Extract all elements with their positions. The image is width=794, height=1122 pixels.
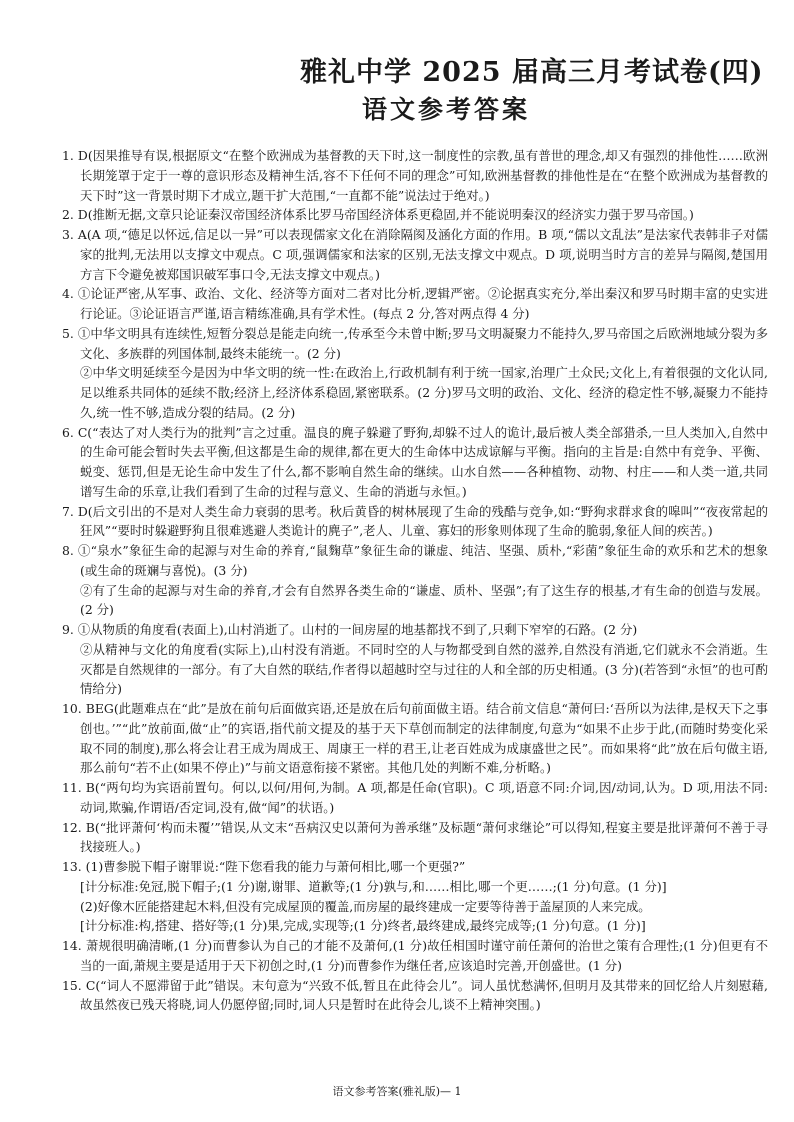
answer-q2: 2. D(推断无据,文章只论证秦汉帝国经济体系比罗马帝国经济体系更稳固,并不能说明秦汉的经济实力强于罗马帝国。) <box>62 207 694 223</box>
answer-q12: 12. B(“批评萧何‘构而未覆’”错误,从文末“吾病汉史以萧何为善承继”及标题“萧何求继论”可以得知,程宴主要是批评萧何不善于寻找接班人。) <box>62 819 768 855</box>
answer-q9b: ②从精神与文化的角度看(实际上),山村没有消逝。不同时空的人与物都受到自然的滋养,自然没有消逝,它们就永不会消逝。生灭都是自然规律的一部分。有了大自然的联结,作者得以超越时空与过往的人和全部的历史相通。(3 分)(若答到“永恒”的也可酌情给分) <box>80 641 768 697</box>
answer-q15: 15. C(“词人不愿滞留于此”错误。末句意为“兴致不低,暂且在此待会儿”。词人虽忧愁满怀,但明月及其带来的回忆给人片刻慰藉,故虽然夜已残天将晓,词人仍愿停留;同时,词人只是暂时在此待会儿,谈不上精神突围。) <box>62 977 768 1013</box>
answer-key-title: 语文参考答案 <box>362 95 531 124</box>
answer-q6: 6. C(“表达了对人类行为的批判”言之过重。温良的麂子躲避了野狗,却躲不过人的诡计,最后被人类全部猎杀,一旦人类加入,自然中的生命可能会暂时失去平衡,但这都是生命的规律,都在更大的生命体中达成谅解与平衡。指向的主旨是:自然中有竞争、平衡、蜕变、惩罚,但是无论生命中发生了什么,都不影响自然生命的继续。山水自然——各种植物、动物、村庄——和人类一道,共同谱写生命的乐章,让我们看到了生命的过程与意义、生命的消逝与永恒。) <box>62 424 768 499</box>
answer-q7: 7. D(后文引出的不是对人类生命力衰弱的思考。秋后黄昏的树林展现了生命的残酷与竞争,如:“野狗求群求食的嗥叫”“夜夜常起的狂风”“要时时躲避野狗且很难逃避人类诡计的麂子”,老人、儿童、寡妇的形象则体现了生命的脆弱,象征人间的疾苦。) <box>62 503 768 539</box>
answer-q4: 4. ①论证严密,从军事、政治、文化、经济等方面对二者对比分析,逻辑严密。②论据真实充分,举出秦汉和罗马时期丰富的史实进行论证。③论证语言严谨,语言精练准确,具有学术性。(每点 2 分,答对两点得 4 分) <box>62 286 768 321</box>
answer-q5a: 5. ①中华文明具有连续性,短暂分裂总是能走向统一,传承至今未曾中断;罗马文明凝聚力不能持久,罗马帝国之后欧洲地域分裂为多文化、多族群的列国体制,最终未能统一。(2 分) <box>62 325 768 361</box>
answer-q13b: [计分标准:免冠,脱下帽子;(1 分)谢,谢罪、道歉等;(1 分)孰与,和……相比,哪一个更……;(1 分)句意。(1 分)] <box>80 878 667 894</box>
answer-q10: 10. BEG(此题难点在“此”是放在前句后面做宾语,还是放在后句前面做主语。结合前文信息“萧何曰:‘吾所以为法律,是权天下之事创也。’”“此”放前面,做“止”的宾语,指代前文提及的基于天下草创而制定的法律制度,句意为“如果不止步于此,(而随时势变化采取不同的制度),那么将会让君王成为周成王、周康王一样的君王,让老百姓成为成康盛世之民”。而如果将“此”放在后句做主语,那么前句“若不止(如果不停止)”与前文语意衔接不紧密。其他几处的判断不难,分析略。) <box>62 701 768 776</box>
exam-title: 雅礼中学 2025 届高三月考试卷(四) <box>300 57 764 88</box>
answer-q14: 14. 萧规很明确清晰,(1 分)而曹参认为自己的才能不及萧何,(1 分)故任相国时谨守前任萧何的治世之策有合理性;(1 分)但更有不当的一面,萧规主要是适用于天下初创之时,(1 分)而曹参作为继任者,应该追时完善,开创盛世。(1 分) <box>62 938 768 973</box>
answer-q8b: ②有了生命的起源与对生命的养育,才会有自然界各类生命的“谦虚、质朴、坚强”;有了这生存的根基,才有生命的创造与发展。(2 分) <box>80 582 768 618</box>
page-footer: 语文参考答案(雅礼版)— 1 <box>332 1085 462 1098</box>
answer-q9a: 9. ①从物质的角度看(表面上),山村消逝了。山村的一间房屋的地基都找不到了,只剩下窄窄的石路。(2 分) <box>62 622 638 637</box>
answer-list <box>62 146 768 1015</box>
answer-q5b: ②中华文明延续至今是因为中华文明的统一性:在政治上,行政机制有利于统一国家,治理广土众民;文化上,有着很强的文化认同,足以维系共同体的延续不散;经济上,经济体系稳固,紧密联系。(2 分)罗马文明的政治、文化、经济的稳定性不够,凝聚力不能持久,统一性不够,造成分裂的结局。(2 分) <box>80 365 768 420</box>
answer-q11: 11. B(“两句均为宾语前置句。何以,以何/用何,为制。A 项,都是任命(官职)。C 项,语意不同:介词,因/动词,认为。D 项,用法不同:动词,欺骗,作谓语/否定词,没有,做“闻”的状语。) <box>62 780 768 815</box>
answer-q1: 1. D(因果推导有误,根据原文“在整个欧洲成为基督教的天下时,这一制度性的宗教,虽有普世的理念,却又有强烈的排他性……欧洲长期笼罩于定于一尊的意识形态及精神生活,容不下任何不同的理念”可知,欧洲基督教的排他性是在“在整个欧洲成为基督教的天下时”这一背景时期下才成立,题干扩大范围,“一直都不能”说法过于绝对。) <box>62 148 768 203</box>
answer-q13d: [计分标准:构,搭建、搭好等;(1 分)果,完成,实现等;(1 分)终者,最终建成,最终完成等;(1 分)句意。(1 分)] <box>80 918 646 934</box>
answer-q13c: (2)好像木匠能搭建起木料,但没有完成屋顶的覆盖,而房屋的最终建成一定要等待善于盖屋顶的人来完成。 <box>80 898 651 914</box>
answer-q13a: 13. (1)曹参脱下帽子谢罪说:“陛下您看我的能力与萧何相比,哪一个更强?” <box>62 859 466 874</box>
answer-q3: 3. A(A 项,“德足以怀远,信足以一异”可以表现儒家文化在消除隔阂及涵化方面的作用。B 项,“儒以文乱法”是法家代表韩非子对儒家的批判,无法用以支撑文中观点。C 项,强调儒家和法家的区别,无法支撑文中观点。D 项,说明当时方言的差异与隔阂,楚国用方言下令避免被郑国识破军事口令,无法支撑文中观点。) <box>62 227 768 282</box>
answer-q8a: 8. ①“泉水”象征生命的起源与对生命的养育,“鼠麴草”象征生命的谦虚、纯洁、坚强、质朴,“彩菌”象征生命的欢乐和艺术的想象(或生命的斑斓与喜悦)。(3 分) <box>62 543 768 578</box>
